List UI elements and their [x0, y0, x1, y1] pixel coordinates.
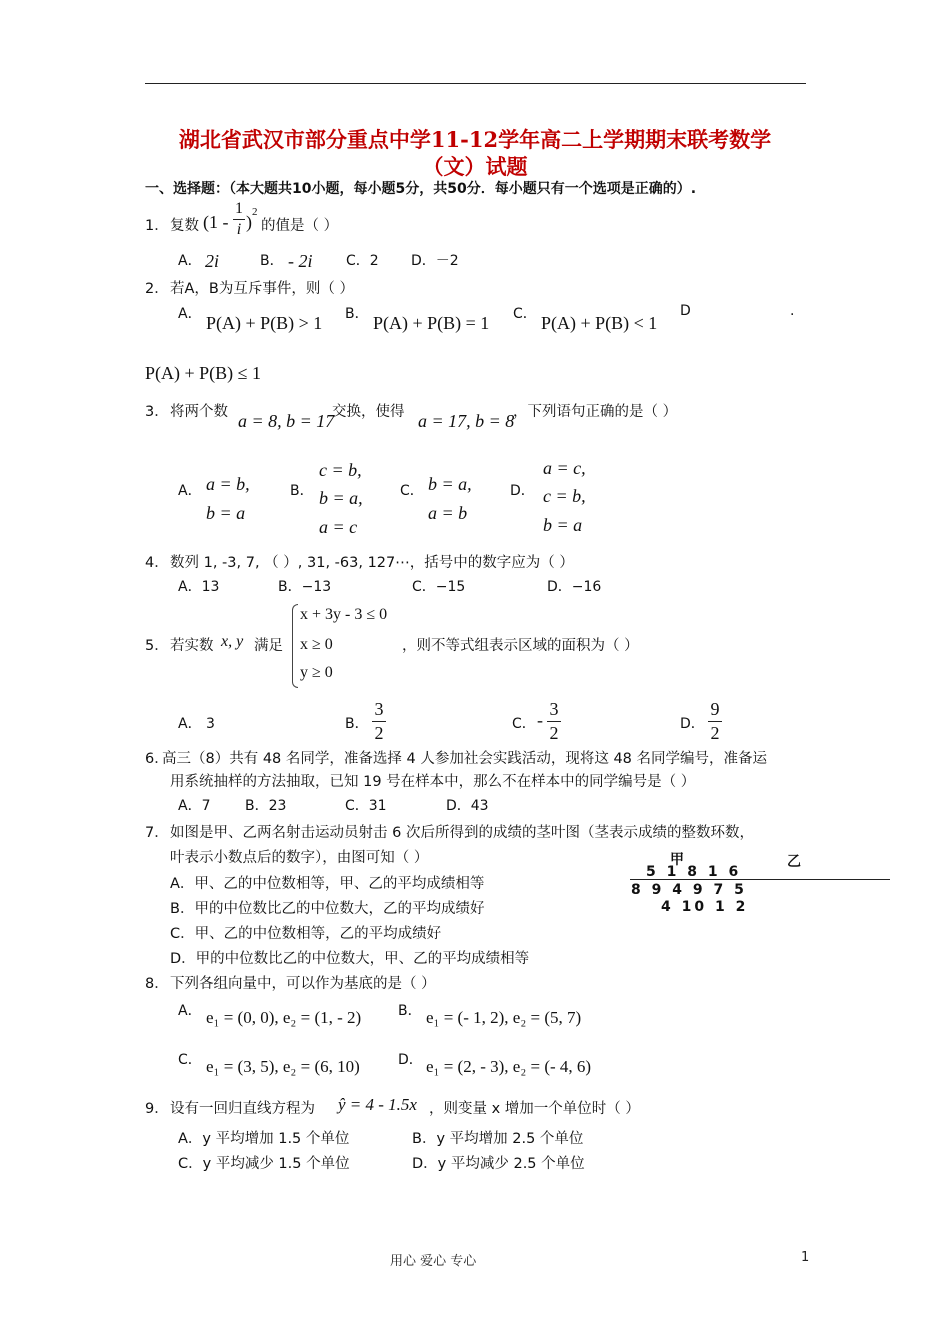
q1-number: 1． [145, 218, 169, 234]
q3-option-d-line1: a = c, [543, 458, 586, 478]
q2-option-d-label: D [680, 303, 691, 319]
q5-number: 5． [145, 638, 169, 654]
q5-post: ，则不等式组表示区域的面积为（ ） [402, 638, 639, 654]
q2-option-a: P(A) + P(B) > 1 [206, 313, 323, 333]
q4-option-d: D．−16 [547, 579, 602, 595]
q2-option-a-label: A． [178, 306, 202, 322]
q9-option-d: D．y 平均减少 2.5 个单位 [412, 1156, 585, 1172]
q3-option-d-line3: b = a [543, 515, 583, 535]
q1-expr-close: ) [246, 212, 252, 232]
q8-option-d: e₁ = (2, - 3), e₂ = (- 4, 6) [426, 1057, 592, 1076]
q5-option-d-den: 2 [710, 723, 720, 743]
q5-brace [292, 604, 298, 688]
q8-option-d-label: D． [398, 1052, 423, 1068]
q1-frac-bar [233, 219, 245, 220]
q4-number: 4． [145, 555, 169, 571]
q6-option-d: D．43 [446, 798, 489, 814]
q5-option-b-num: 3 [374, 699, 384, 719]
q5-option-b-frac [372, 699, 386, 744]
q5-option-c-label: C． [512, 716, 536, 732]
q1-fraction [233, 200, 245, 239]
q9-number: 9． [145, 1101, 169, 1117]
q4-option-a: A．13 [178, 579, 220, 595]
q3-post: ，下列语句正确的是（ ） [513, 404, 678, 420]
stem-header-left: 甲 [670, 852, 687, 868]
q3-option-b-line3: a = c [319, 517, 358, 537]
q7-option-a: A．甲、乙的中位数相等，甲、乙的平均成绩相等 [170, 876, 485, 892]
q5-option-b-label: B． [345, 716, 369, 732]
q1-option-b: - 2i [288, 251, 313, 271]
q3-option-c-line1: b = a, [428, 474, 472, 494]
q5-mid: 满足 [254, 638, 283, 654]
q6-option-c: C．31 [345, 798, 387, 814]
q8-number: 8． [145, 976, 169, 992]
q5-option-c-frac [547, 699, 561, 744]
q4-text: 数列 1, -3, 7, （ ）, 31, -63, 127⋯，括号中的数字应为（ ） [170, 555, 574, 571]
footer-motto: 用心 爱心 专心 [390, 1254, 477, 1269]
q2-text: 若A，B为互斥事件，则（ ） [170, 281, 354, 297]
q1-option-d: D．－2 [411, 253, 459, 269]
q6-line1: 高三（8）共有 48 名同学，准备选择 4 人参加社会实践活动，现将这 48 名同学编号，准备运 [162, 751, 768, 767]
title-line2: （文）试题 [422, 154, 528, 179]
q7-option-b: B．甲的中位数比乙的中位数大，乙的平均成绩好 [170, 901, 485, 917]
q3-option-b-line2: b = a, [319, 488, 363, 508]
q5-cond-3: y ≥ 0 [300, 664, 333, 681]
q5-option-c-num: 3 [549, 699, 559, 719]
q1-pre: 复数 [170, 218, 199, 234]
q2-option-c-label: C． [513, 306, 537, 322]
q3-number: 3． [145, 404, 169, 420]
q2-option-b: P(A) + P(B) = 1 [373, 313, 490, 333]
q7-line1: 如图是甲、乙两名射击运动员射击 6 次后所得到的成绩的茎叶图（茎表示成绩的整数环数， [170, 825, 754, 841]
q9-option-c: C．y 平均减少 1.5 个单位 [178, 1156, 350, 1172]
q3-option-a-label: A． [178, 483, 202, 499]
q5-vars: x, y [221, 633, 244, 650]
header-rule [145, 83, 806, 84]
q5-option-b-den: 2 [374, 723, 384, 743]
q5-option-c-sign: - [537, 710, 543, 730]
q5-pre: 若实数 [170, 638, 214, 654]
q8-option-c-label: C． [178, 1052, 202, 1068]
q2-option-d: P(A) + P(B) ≤ 1 [145, 363, 262, 383]
section-heading: 一、选择题：（本大题共10小题，每小题5分，共50分．每小题只有一个选项是正确的）. [145, 181, 697, 197]
q9-option-b: B．y 平均增加 2.5 个单位 [412, 1131, 584, 1147]
q5-option-d-bar [708, 721, 722, 722]
q8-option-a-label: A． [178, 1003, 202, 1019]
q5-cond-1: x + 3y - 3 ≤ 0 [300, 606, 388, 623]
q8-option-b-label: B． [398, 1003, 422, 1019]
q6-number: 6． [145, 751, 169, 767]
q3-option-b-label: B． [290, 483, 314, 499]
page-number: 1 [801, 1250, 810, 1265]
q3-pre: 将两个数 [170, 404, 228, 420]
q3-mid: 交换，使得 [332, 404, 405, 420]
q1-power: 2 [252, 206, 258, 218]
stem-row-2: 8 9 4 9 7 5 [631, 882, 747, 898]
q6-line2: 用系统抽样的方法抽取，已知 19 号在样本中，那么不在样本中的同学编号是（ ） [170, 774, 696, 790]
q8-option-a: e₁ = (0, 0), e₂ = (1, - 2) [206, 1008, 362, 1027]
q8-option-b: e₁ = (- 1, 2), e₂ = (5, 7) [426, 1008, 582, 1027]
q5-option-d-label: D． [680, 716, 705, 732]
q1-option-a: 2i [205, 251, 220, 271]
q9-post: ，则变量 x 增加一个单位时（ ） [429, 1101, 640, 1117]
q9-option-a: A．y 平均增加 1.5 个单位 [178, 1131, 350, 1147]
stem-row-1: 5 1 8 1 6 [646, 864, 742, 880]
q3-option-a-line1: a = b, [206, 474, 250, 494]
q3-option-b-line1: c = b, [319, 460, 362, 480]
q5-option-d-frac [708, 699, 722, 744]
q5-option-c-bar [547, 721, 561, 722]
q3-target: a = 17, b = 8 [418, 411, 515, 431]
q3-given: a = 8, b = 17 [238, 411, 335, 431]
q9-pre: 设有一回归直线方程为 [170, 1101, 315, 1117]
q1-frac-den: i [236, 221, 242, 238]
q1-post: 的值是（ ） [261, 218, 339, 234]
q1-option-a-label: A． [178, 253, 202, 269]
q1-option-c: C．2 [346, 253, 379, 269]
q5-option-a: A． 3 [178, 716, 215, 732]
q3-option-c-label: C． [400, 483, 424, 499]
q7-line2: 叶表示小数点后的数字），由图可知（ ） [170, 850, 429, 866]
q5-option-c-den: 2 [549, 723, 559, 743]
q3-option-c-line2: a = b [428, 503, 468, 523]
q8-text: 下列各组向量中，可以作为基底的是（ ） [170, 976, 436, 992]
q6-option-b: B．23 [245, 798, 287, 814]
q6-option-a: A．7 [178, 798, 211, 814]
q7-option-d: D．甲的中位数比乙的中位数大，甲、乙的平均成绩相等 [170, 951, 530, 967]
title-line1: 湖北省武汉市部分重点中学11-12学年高二上学期期末联考数学 [178, 127, 772, 152]
q7-option-c: C．甲、乙的中位数相等，乙的平均成绩好 [170, 926, 442, 942]
stem-divider [630, 879, 890, 880]
q1-option-b-label: B． [260, 253, 284, 269]
q5-option-b-bar [372, 721, 386, 722]
q2-option-b-label: B． [345, 306, 369, 322]
q3-option-d-line2: c = b, [543, 486, 586, 506]
q2-option-c: P(A) + P(B) < 1 [541, 313, 658, 333]
q3-option-a-line2: b = a [206, 503, 246, 523]
q4-option-b: B．−13 [278, 579, 332, 595]
q4-option-c: C．−15 [412, 579, 466, 595]
q5-cond-2: x ≥ 0 [300, 636, 333, 653]
stem-row-3: 4 10 1 2 [661, 899, 749, 915]
q3-option-d-label: D． [510, 483, 535, 499]
q7-number: 7． [145, 825, 169, 841]
q8-option-c: e₁ = (3, 5), e₂ = (6, 10) [206, 1057, 360, 1076]
q2-number: 2． [145, 281, 169, 297]
q1-frac-num: 1 [235, 200, 243, 217]
q1-expr-open: (1 - [203, 212, 229, 232]
stem-header-right: 乙 [787, 854, 804, 870]
q5-option-d-num: 9 [710, 699, 720, 719]
q9-equation: ŷ = 4 - 1.5x [338, 1095, 417, 1114]
q2-option-d-dot: . [790, 303, 795, 319]
